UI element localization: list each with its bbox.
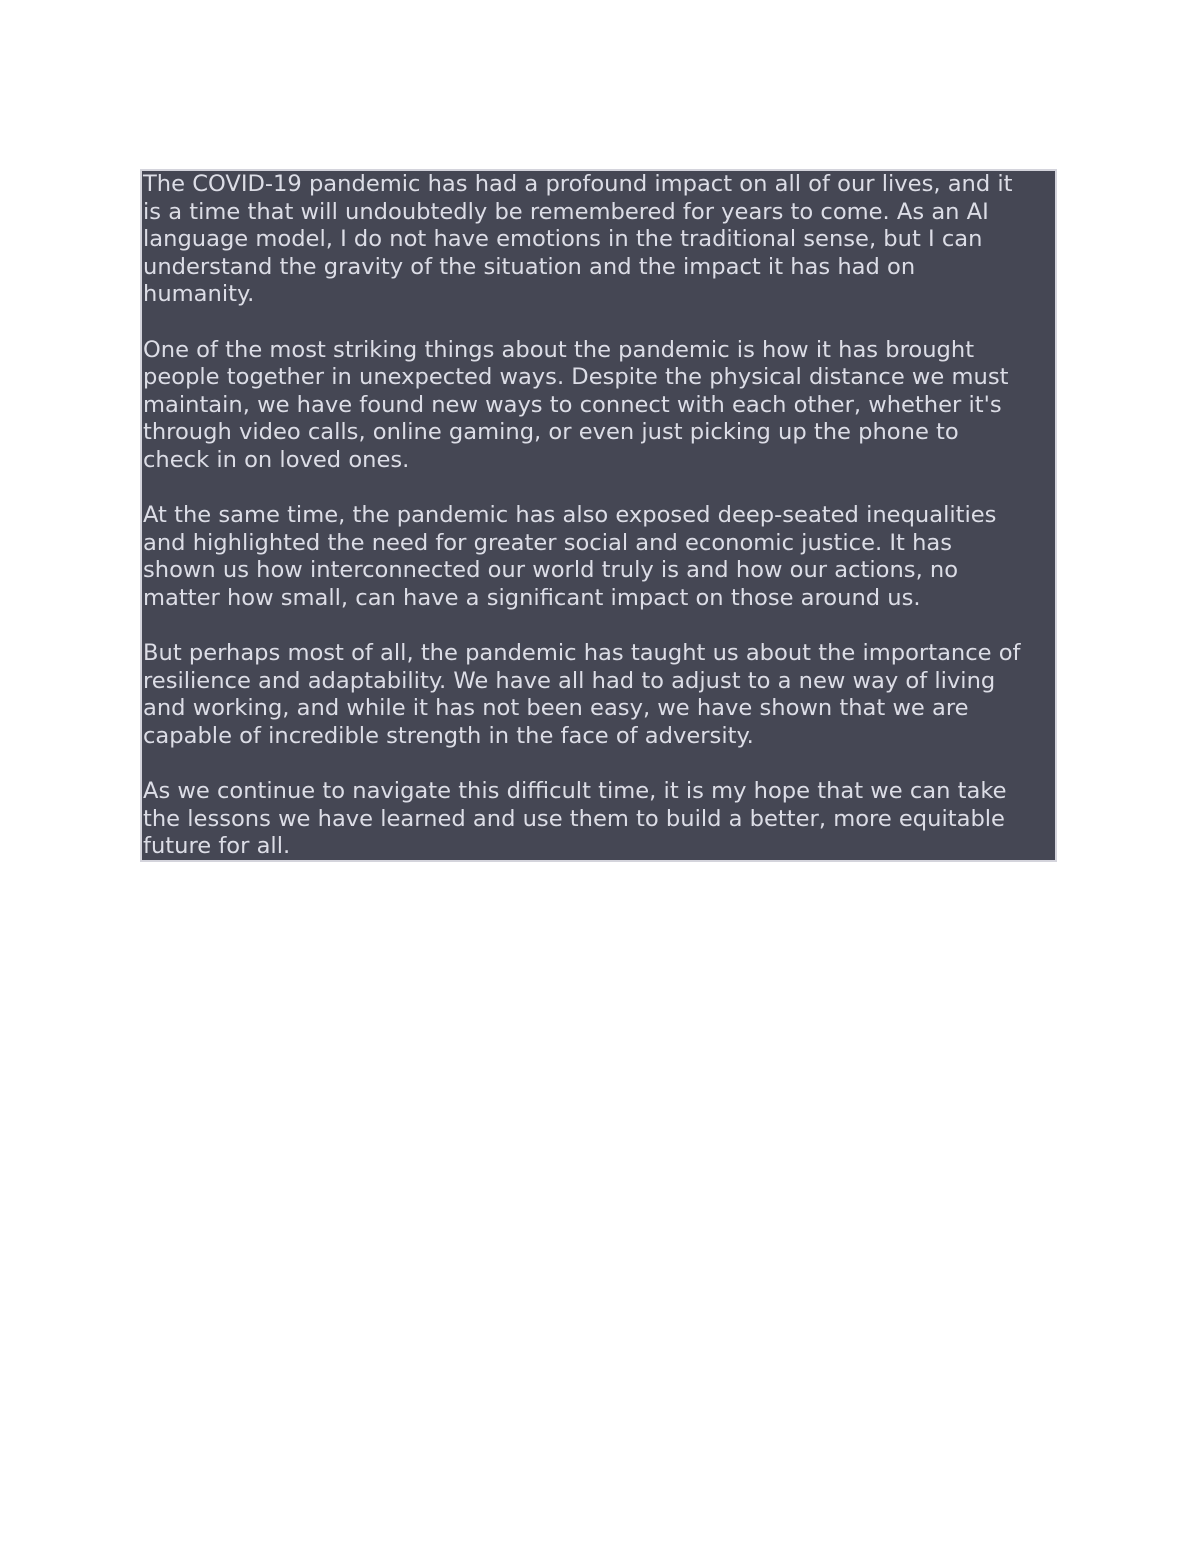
paragraph-2: One of the most striking things about the pandemic is how it has brought people together in unexpected ways. Despite the physical distance we must maintain, we have found new ways to connect with each other, whether it's through video calls, online gaming, or even just picking up the phone to check in on loved ones. [143,336,1009,473]
paragraph-5: As we continue to navigate this difficult time, it is my hope that we can take the lessons we have learned and use them to build a better, more equitable future for all. [143,778,1007,860]
paragraph-4: But perhaps most of all, the pandemic has taught us about the importance of resilience and adaptability. We have all had to adjust to a new way of living and working, and while it has not been easy, we have shown that we are capable of incredible strength in the face of adversity. [143,640,1021,749]
text-box [140,169,1057,862]
paragraph-1: The COVID-19 pandemic has had a profound impact on all of our lives, and it is a time that will undoubtedly be remembered for years to come. As an AI language model, I do not have emotions in the traditional sense, but I can understand the gravity of the situation and the impact it has had on humanity. [143,171,1013,308]
paragraph-3: At the same time, the pandemic has also exposed deep-seated inequalities and highlighted the need for greater social and economic justice. It has shown us how interconnected our world truly is and how our actions, no matter how small, can have a significant impact on those around us. [143,502,997,611]
